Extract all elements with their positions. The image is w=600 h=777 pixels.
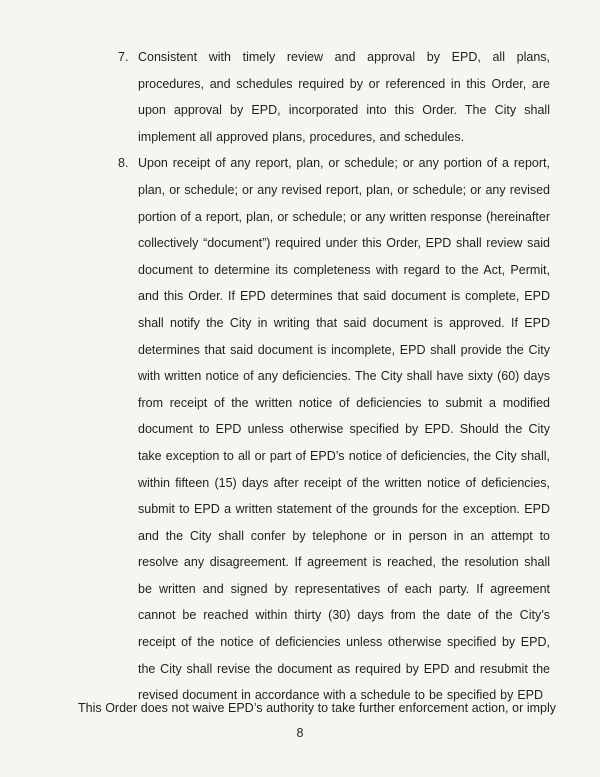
item-number: 7. [118,50,129,64]
item-text: Consistent with timely review and approval by EPD, all plans, procedures, and schedules required by or referenced in this Order, are upon approval by EPD, incorporated into this Order. The City shall implement all approved plans, procedures, and schedules. [138,50,550,144]
page-number: 8 [296,726,304,740]
item-number: 8. [118,156,129,171]
closing-paragraph: This Order does not waive EPD’s authority to take further enforcement action, or imply [78,701,556,715]
list-item [118,150,550,708]
item-text: Upon receipt of any report, plan, or schedule; or any portion of a report, plan, or schedule; or any revised report, plan, or schedule; or any revised portion of a report, plan, or schedule; or any written response (hereinafter collectively “document”) required under this Order, EPD shall review said document to determine its completeness with regard to the Act, Permit, and this Order. If EPD determines that said document is complete, EPD shall notify the City in writing that said document is approved. If EPD determines that said document is incomplete, EPD shall provide the City with written notice of any deficiencies. The City shall have sixty (60) days from receipt of the written notice of deficiencies to submit a modified document to EPD unless otherwise specified by EPD. Should the City take exception to all or part of EPD’s notice of deficiencies, the City shall, within fifteen (15) days after receipt of the written notice of deficiencies, submit to EPD a written statement of the grounds for the exception. EPD and the City shall confer by telephone or in person in an attempt to resolve any disagreement. If agreement is reached, the resolution shall be written and signed by representatives of each party. If agreement cannot be reached within thirty (30) days from the date of the City’s receipt of the notice of deficiencies unless otherwise specified by EPD, the City shall revise the document as required by EPD and resubmit the revised document in accordance with a schedule to be specified by EPD [138,156,550,703]
numbered-list [118,44,550,709]
list-item [118,44,550,150]
